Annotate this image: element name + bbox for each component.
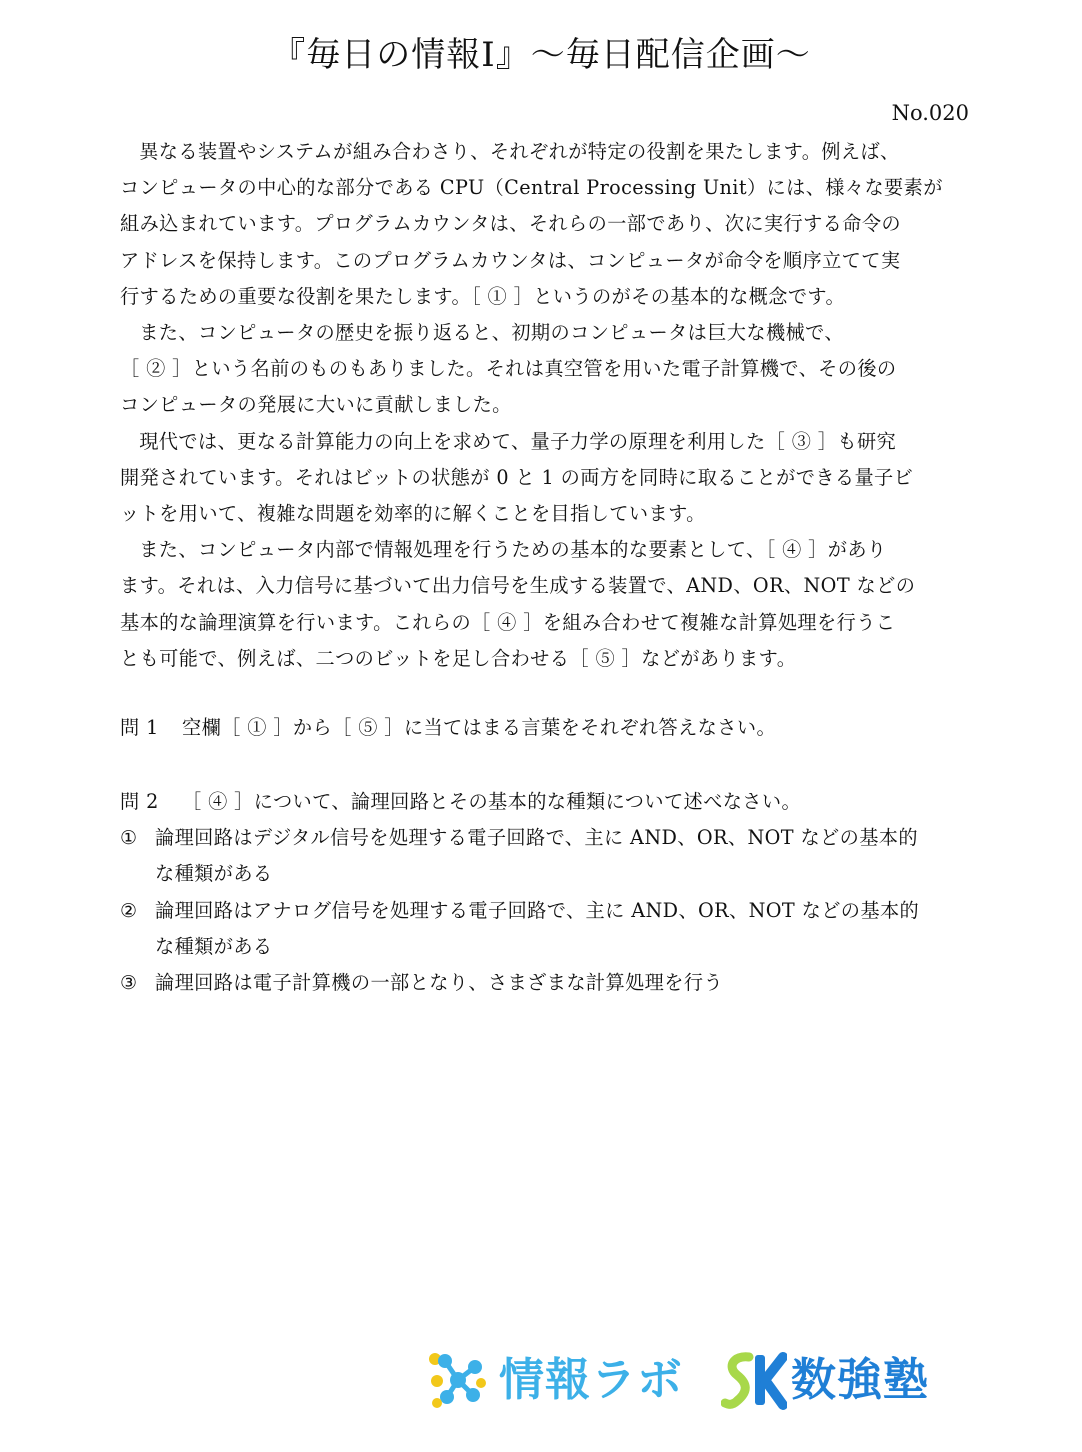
question-1-label: 問 1 [120, 716, 159, 739]
question-2-text: ［ ④ ］について、論理回路とその基本的な種類について述べなさい。 [182, 790, 802, 813]
question-1 [120, 710, 980, 746]
question-1-line [120, 710, 980, 746]
question-2 [120, 784, 980, 1001]
text-line: ［ ② ］という名前のものもありました。それは真空管を用いた電子計算機で、その後の [120, 357, 897, 381]
text-line: 異なる装置やシステムが組み合わさり、それぞれが特定の役割を果たします。例えば、 [139, 140, 900, 163]
sukyojuku-logo [721, 1345, 929, 1415]
choice-3 [120, 965, 980, 1001]
choice-1 [120, 820, 980, 892]
text-line: また、コンピュータ内部で情報処理を行うための基本的な要素として、［ ④ ］があり [139, 538, 887, 562]
text-line: 開発されています。それはビットの状態が 0 と 1 の両方を同時に取ることができる量子ビ [120, 465, 914, 489]
text-line: 組み込まれています。プログラムカウンタは、それらの一部であり、次に実行する命令の [120, 212, 902, 236]
joho-lab-logo [425, 1345, 683, 1415]
text-line: 現代では、更なる計算能力の向上を求めて、量子力学の原理を利用した［ ③ ］も研究 [139, 429, 897, 453]
paragraph-1 [120, 134, 970, 315]
text-line: ットを用いて、複雑な問題を効率的に解くことを目指しています。 [120, 502, 706, 526]
choice-text-line: 論理回路は電子計算機の一部となり、さまざまな計算処理を行う [155, 971, 724, 995]
choice-text-line: な種類がある [155, 862, 273, 886]
text-line: コンピュータの発展に大いに貢献しました。 [120, 393, 512, 417]
choice-text-line: な種類がある [155, 934, 273, 958]
joho-lab-wordmark: 情報ラボ [499, 1353, 684, 1406]
text-line: とも可能で、例えば、二つのビットを足し合わせる［ ⑤ ］などがあります。 [120, 646, 797, 670]
sk-emblem-icon [721, 1347, 787, 1413]
text-line: また、コンピュータの歴史を振り返ると、初期のコンピュータは巨大な機械で、 [139, 321, 844, 345]
text-line: コンピュータの中心的な部分である CPU（Central Processing Unit）には、様々な要素が [120, 176, 943, 200]
choice-text-line: 論理回路はデジタル信号を処理する電子回路で、主に AND、OR、NOT などの基本的 [155, 826, 918, 850]
text-line: 行するための重要な役割を果たします。［ ① ］というのがその基本的な概念です。 [120, 284, 846, 308]
choice-mark: ② [120, 898, 138, 922]
paragraph-2 [120, 315, 970, 424]
page-title: 『毎日の情報Ⅰ』〜毎日配信企画〜 [271, 35, 811, 75]
footer-logos [425, 1345, 965, 1415]
passage [120, 134, 970, 677]
choice-mark: ① [120, 826, 138, 850]
choice-2 [120, 893, 980, 965]
text-line: 基本的な論理演算を行います。これらの［ ④ ］を組み合わせて複雑な計算処理を行うこ [120, 610, 896, 634]
paragraph-4 [120, 532, 970, 677]
choice-mark: ③ [120, 971, 138, 995]
issue-number: No.020 [891, 101, 969, 125]
sukyojuku-wordmark: 数強塾 [791, 1353, 930, 1406]
paragraph-3 [120, 424, 970, 533]
text-line: アドレスを保持します。このプログラムカウンタは、コンピュータが命令を順序立てて実 [120, 248, 901, 272]
question-2-label: 問 2 [120, 790, 159, 813]
molecule-icon [425, 1347, 491, 1413]
question-1-text: 空欄［ ① ］から［ ⑤ ］に当てはまる言葉をそれぞれ答えなさい。 [182, 716, 777, 739]
text-line: ます。それは、入力信号に基づいて出力信号を生成する装置で、AND、OR、NOT などの [120, 574, 916, 598]
choice-text-line: 論理回路はアナログ信号を処理する電子回路で、主に AND、OR、NOT などの基本的 [155, 898, 920, 922]
question-2-line [120, 784, 980, 820]
